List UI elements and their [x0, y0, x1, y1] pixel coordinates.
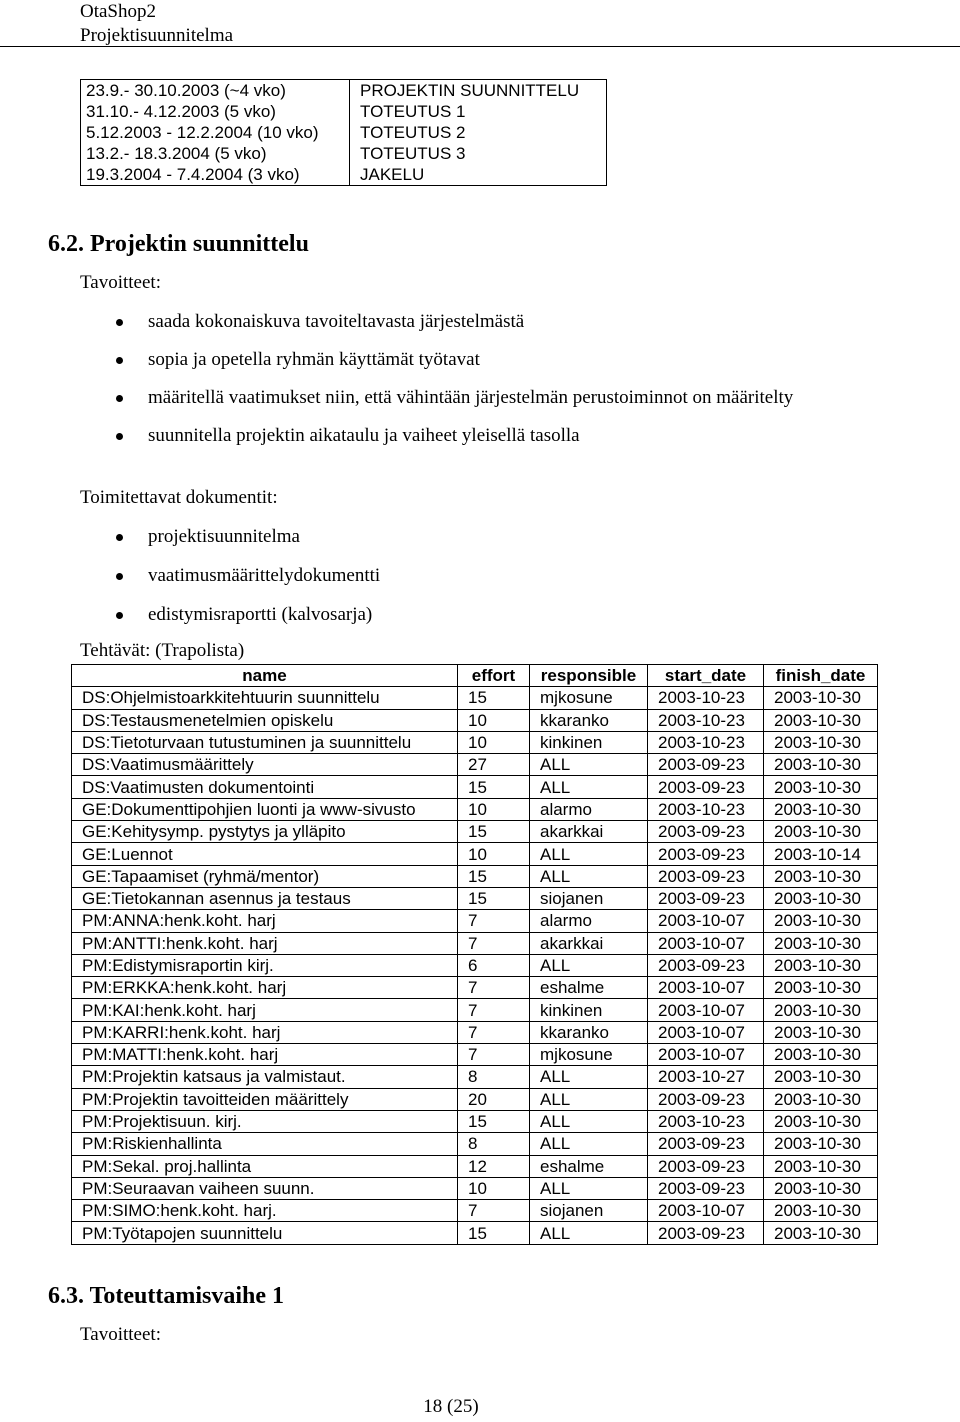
- finish-date-cell: 2003-10-30: [764, 709, 878, 731]
- table-row: [72, 1088, 878, 1110]
- start-date-cell: 2003-09-23: [648, 1133, 764, 1155]
- effort-cell: 15: [458, 887, 530, 909]
- schedule-dates: 31.10.- 4.12.2003 (5 vko): [81, 101, 350, 122]
- finish-date-cell: 2003-10-30: [764, 1044, 878, 1066]
- effort-cell: 10: [458, 798, 530, 820]
- effort-cell: 8: [458, 1133, 530, 1155]
- schedule-row: [81, 143, 607, 164]
- table-row: [72, 910, 878, 932]
- schedule-row: [81, 80, 607, 102]
- effort-cell: 27: [458, 754, 530, 776]
- start-date-cell: 2003-09-23: [648, 776, 764, 798]
- schedule-phase: TOTEUTUS 3: [350, 143, 607, 164]
- finish-date-cell: 2003-10-30: [764, 977, 878, 999]
- goals-list: [80, 310, 902, 448]
- finish-date-cell: 2003-10-30: [764, 1155, 878, 1177]
- responsible-cell: akarkkai: [530, 932, 648, 954]
- list-item: edistymisraportti (kalvosarja): [80, 603, 902, 627]
- header-divider: [0, 46, 960, 47]
- start-date-cell: 2003-09-23: [648, 843, 764, 865]
- start-date-cell: 2003-09-23: [648, 1155, 764, 1177]
- effort-cell: 10: [458, 731, 530, 753]
- responsible-cell: ALL: [530, 776, 648, 798]
- deliverables-label: Toimitettavat dokumentit:: [80, 487, 278, 508]
- column-header-finish-date: finish_date: [764, 665, 878, 687]
- tasks-table: [71, 664, 878, 1245]
- schedule-dates: 23.9.- 30.10.2003 (~4 vko): [81, 80, 350, 102]
- list-item: määritellä vaatimukset niin, että vähintään järjestelmän perustoiminnot on määritelty: [80, 386, 902, 410]
- table-row: [72, 1044, 878, 1066]
- table-row: [72, 1200, 878, 1222]
- bullet-icon: [116, 612, 123, 619]
- responsible-cell: kkaranko: [530, 1021, 648, 1043]
- table-row: [72, 1110, 878, 1132]
- start-date-cell: 2003-09-23: [648, 1222, 764, 1244]
- task-name-cell: PM:Projektin katsaus ja valmistaut.: [72, 1066, 458, 1088]
- start-date-cell: 2003-10-07: [648, 932, 764, 954]
- table-row: [72, 1021, 878, 1043]
- responsible-cell: ALL: [530, 1133, 648, 1155]
- header-app-name: OtaShop2: [80, 1, 156, 22]
- start-date-cell: 2003-10-23: [648, 1110, 764, 1132]
- effort-cell: 15: [458, 687, 530, 709]
- start-date-cell: 2003-10-23: [648, 687, 764, 709]
- start-date-cell: 2003-10-07: [648, 977, 764, 999]
- table-row: [72, 709, 878, 731]
- task-name-cell: PM:Edistymisraportin kirj.: [72, 954, 458, 976]
- finish-date-cell: 2003-10-30: [764, 776, 878, 798]
- effort-cell: 7: [458, 1044, 530, 1066]
- bullet-icon: [116, 319, 123, 326]
- task-name-cell: PM:SIMO:henk.koht. harj.: [72, 1200, 458, 1222]
- table-row: [72, 1066, 878, 1088]
- responsible-cell: ALL: [530, 865, 648, 887]
- deliverables-list: [80, 525, 902, 627]
- table-row: [72, 843, 878, 865]
- table-row: [72, 1177, 878, 1199]
- task-name-cell: GE:Dokumenttipohjien luonti ja www-sivusto: [72, 798, 458, 820]
- start-date-cell: 2003-10-07: [648, 1021, 764, 1043]
- start-date-cell: 2003-10-23: [648, 798, 764, 820]
- column-header-start-date: start_date: [648, 665, 764, 687]
- start-date-cell: 2003-10-27: [648, 1066, 764, 1088]
- start-date-cell: 2003-09-23: [648, 821, 764, 843]
- schedule-dates: 13.2.- 18.3.2004 (5 vko): [81, 143, 350, 164]
- responsible-cell: kinkinen: [530, 999, 648, 1021]
- column-header-name: name: [72, 665, 458, 687]
- start-date-cell: 2003-09-23: [648, 865, 764, 887]
- table-row: [72, 887, 878, 909]
- start-date-cell: 2003-10-23: [648, 731, 764, 753]
- table-row: [72, 932, 878, 954]
- responsible-cell: siojanen: [530, 1200, 648, 1222]
- page-number: 18 (25): [423, 1396, 479, 1417]
- start-date-cell: 2003-10-07: [648, 999, 764, 1021]
- responsible-cell: ALL: [530, 1222, 648, 1244]
- effort-cell: 10: [458, 1177, 530, 1199]
- finish-date-cell: 2003-10-30: [764, 1021, 878, 1043]
- responsible-cell: siojanen: [530, 887, 648, 909]
- schedule-dates: 5.12.2003 - 12.2.2004 (10 vko): [81, 122, 350, 143]
- finish-date-cell: 2003-10-30: [764, 1200, 878, 1222]
- finish-date-cell: 2003-10-30: [764, 731, 878, 753]
- task-name-cell: PM:Projektin tavoitteiden määrittely: [72, 1088, 458, 1110]
- finish-date-cell: 2003-10-30: [764, 798, 878, 820]
- task-name-cell: PM:Riskienhallinta: [72, 1133, 458, 1155]
- schedule-phase: PROJEKTIN SUUNNITTELU: [350, 80, 607, 102]
- task-name-cell: DS:Tietoturvaan tutustuminen ja suunnittelu: [72, 731, 458, 753]
- bullet-icon: [116, 395, 123, 402]
- task-name-cell: DS:Vaatimusten dokumentointi: [72, 776, 458, 798]
- responsible-cell: alarmo: [530, 910, 648, 932]
- list-item: vaatimusmäärittelydokumentti: [80, 564, 902, 588]
- effort-cell: 7: [458, 999, 530, 1021]
- effort-cell: 20: [458, 1088, 530, 1110]
- effort-cell: 15: [458, 865, 530, 887]
- responsible-cell: kinkinen: [530, 731, 648, 753]
- finish-date-cell: 2003-10-30: [764, 865, 878, 887]
- bullet-icon: [116, 357, 123, 364]
- schedule-phase: JAKELU: [350, 164, 607, 186]
- start-date-cell: 2003-09-23: [648, 887, 764, 909]
- task-name-cell: GE:Tapaamiset (ryhmä/mentor): [72, 865, 458, 887]
- table-row: [72, 821, 878, 843]
- schedule-phase: TOTEUTUS 2: [350, 122, 607, 143]
- task-name-cell: PM:Työtapojen suunnittelu: [72, 1222, 458, 1244]
- task-name-cell: PM:KARRI:henk.koht. harj: [72, 1021, 458, 1043]
- finish-date-cell: 2003-10-30: [764, 1133, 878, 1155]
- table-row: [72, 798, 878, 820]
- task-name-cell: GE:Luennot: [72, 843, 458, 865]
- task-name-cell: PM:MATTI:henk.koht. harj: [72, 1044, 458, 1066]
- effort-cell: 15: [458, 821, 530, 843]
- finish-date-cell: 2003-10-30: [764, 687, 878, 709]
- task-name-cell: PM:Sekal. proj.hallinta: [72, 1155, 458, 1177]
- responsible-cell: ALL: [530, 954, 648, 976]
- finish-date-cell: 2003-10-30: [764, 1222, 878, 1244]
- list-item: sopia ja opetella ryhmän käyttämät työtavat: [80, 348, 902, 372]
- running-header: [80, 0, 233, 48]
- section-heading-6-2: 6.2. Projektin suunnittelu: [48, 231, 309, 257]
- responsible-cell: mjkosune: [530, 1044, 648, 1066]
- schedule-table: [80, 79, 607, 186]
- finish-date-cell: 2003-10-14: [764, 843, 878, 865]
- effort-cell: 12: [458, 1155, 530, 1177]
- finish-date-cell: 2003-10-30: [764, 1088, 878, 1110]
- column-header-responsible: responsible: [530, 665, 648, 687]
- table-row: [72, 731, 878, 753]
- effort-cell: 8: [458, 1066, 530, 1088]
- responsible-cell: ALL: [530, 843, 648, 865]
- goals-label: Tavoitteet:: [80, 272, 161, 293]
- effort-cell: 7: [458, 932, 530, 954]
- task-name-cell: GE:Tietokannan asennus ja testaus: [72, 887, 458, 909]
- effort-cell: 7: [458, 977, 530, 999]
- effort-cell: 7: [458, 910, 530, 932]
- table-header-row: [72, 665, 878, 687]
- finish-date-cell: 2003-10-30: [764, 1177, 878, 1199]
- task-name-cell: DS:Vaatimusmäärittely: [72, 754, 458, 776]
- finish-date-cell: 2003-10-30: [764, 954, 878, 976]
- responsible-cell: mjkosune: [530, 687, 648, 709]
- column-header-effort: effort: [458, 665, 530, 687]
- responsible-cell: ALL: [530, 1066, 648, 1088]
- effort-cell: 7: [458, 1200, 530, 1222]
- next-goals-label: Tavoitteet:: [80, 1324, 161, 1345]
- task-name-cell: GE:Kehitysymp. pystytys ja ylläpito: [72, 821, 458, 843]
- task-name-cell: DS:Testausmenetelmien opiskelu: [72, 709, 458, 731]
- effort-cell: 15: [458, 1222, 530, 1244]
- responsible-cell: ALL: [530, 754, 648, 776]
- table-row: [72, 977, 878, 999]
- table-row: [72, 754, 878, 776]
- bullet-icon: [116, 534, 123, 541]
- start-date-cell: 2003-09-23: [648, 1088, 764, 1110]
- finish-date-cell: 2003-10-30: [764, 932, 878, 954]
- schedule-row: [81, 164, 607, 186]
- table-row: [72, 687, 878, 709]
- finish-date-cell: 2003-10-30: [764, 754, 878, 776]
- start-date-cell: 2003-10-23: [648, 709, 764, 731]
- task-name-cell: DS:Ohjelmistoarkkitehtuurin suunnittelu: [72, 687, 458, 709]
- finish-date-cell: 2003-10-30: [764, 821, 878, 843]
- responsible-cell: eshalme: [530, 1155, 648, 1177]
- schedule-row: [81, 122, 607, 143]
- responsible-cell: ALL: [530, 1177, 648, 1199]
- effort-cell: 7: [458, 1021, 530, 1043]
- finish-date-cell: 2003-10-30: [764, 910, 878, 932]
- schedule-phase: TOTEUTUS 1: [350, 101, 607, 122]
- effort-cell: 6: [458, 954, 530, 976]
- responsible-cell: ALL: [530, 1110, 648, 1132]
- start-date-cell: 2003-10-07: [648, 910, 764, 932]
- responsible-cell: alarmo: [530, 798, 648, 820]
- task-name-cell: PM:Seuraavan vaiheen suunn.: [72, 1177, 458, 1199]
- start-date-cell: 2003-10-07: [648, 1044, 764, 1066]
- section-heading-6-3: 6.3. Toteuttamisvaihe 1: [48, 1283, 285, 1309]
- finish-date-cell: 2003-10-30: [764, 1110, 878, 1132]
- effort-cell: 15: [458, 1110, 530, 1132]
- responsible-cell: akarkkai: [530, 821, 648, 843]
- schedule-dates: 19.3.2004 - 7.4.2004 (3 vko): [81, 164, 350, 186]
- table-row: [72, 1133, 878, 1155]
- task-name-cell: PM:KAI:henk.koht. harj: [72, 999, 458, 1021]
- start-date-cell: 2003-09-23: [648, 754, 764, 776]
- bullet-icon: [116, 573, 123, 580]
- table-row: [72, 954, 878, 976]
- effort-cell: 10: [458, 709, 530, 731]
- list-item: projektisuunnitelma: [80, 525, 902, 549]
- table-row: [72, 1222, 878, 1244]
- task-name-cell: PM:ERKKA:henk.koht. harj: [72, 977, 458, 999]
- start-date-cell: 2003-09-23: [648, 1177, 764, 1199]
- finish-date-cell: 2003-10-30: [764, 1066, 878, 1088]
- effort-cell: 10: [458, 843, 530, 865]
- schedule-row: [81, 101, 607, 122]
- start-date-cell: 2003-09-23: [648, 954, 764, 976]
- table-row: [72, 776, 878, 798]
- finish-date-cell: 2003-10-30: [764, 999, 878, 1021]
- task-name-cell: PM:Projektisuun. kirj.: [72, 1110, 458, 1132]
- list-item: suunnitella projektin aikataulu ja vaiheet yleisellä tasolla: [80, 424, 902, 448]
- list-item: saada kokonaiskuva tavoiteltavasta järjestelmästä: [80, 310, 902, 334]
- responsible-cell: ALL: [530, 1088, 648, 1110]
- header-doc-title: Projektisuunnitelma: [80, 25, 234, 46]
- effort-cell: 15: [458, 776, 530, 798]
- start-date-cell: 2003-10-07: [648, 1200, 764, 1222]
- table-row: [72, 999, 878, 1021]
- responsible-cell: eshalme: [530, 977, 648, 999]
- table-row: [72, 865, 878, 887]
- finish-date-cell: 2003-10-30: [764, 887, 878, 909]
- table-row: [72, 1155, 878, 1177]
- bullet-icon: [116, 433, 123, 440]
- responsible-cell: kkaranko: [530, 709, 648, 731]
- task-name-cell: PM:ANNA:henk.koht. harj: [72, 910, 458, 932]
- tasks-label: Tehtävät: (Trapolista): [80, 640, 245, 661]
- task-name-cell: PM:ANTTI:henk.koht. harj: [72, 932, 458, 954]
